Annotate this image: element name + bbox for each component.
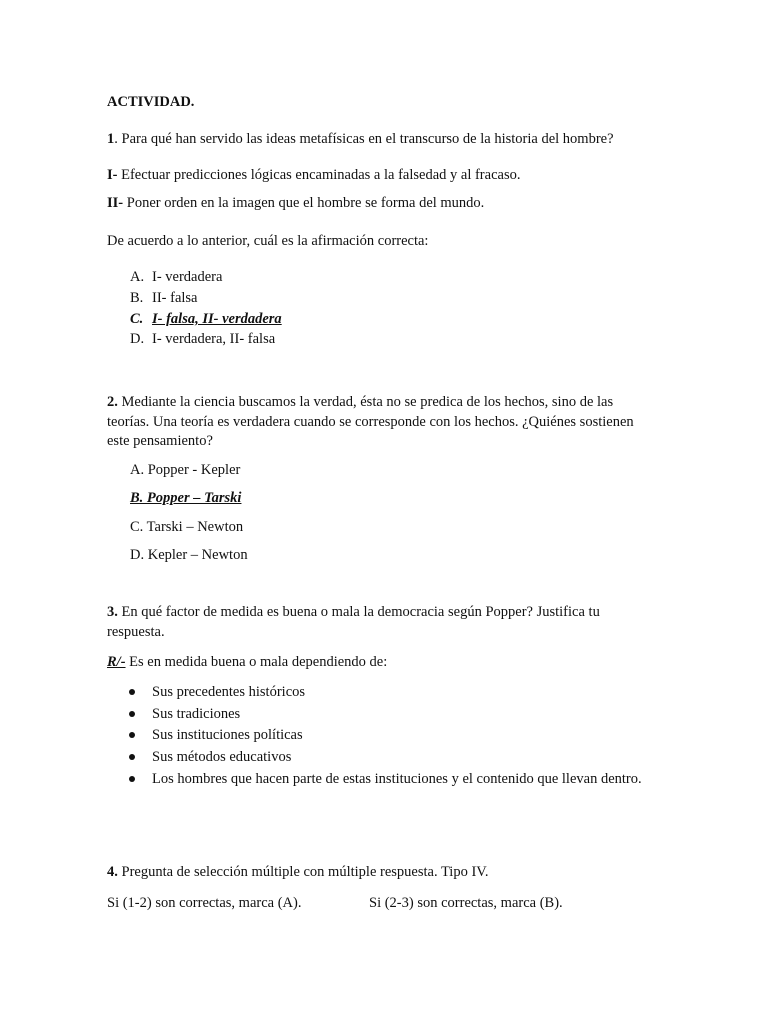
option-text: I- verdadera, II- falsa — [152, 331, 276, 347]
q2-option-c: C. Tarski – Newton — [130, 519, 244, 535]
answer-text: Es en medida buena o mala dependiendo de: — [125, 654, 388, 670]
bullet-icon — [129, 711, 135, 717]
q1-prompt: De acuerdo a lo anterior, cuál es la afirmación correcta: — [107, 233, 429, 249]
q1-statement-2 — [107, 194, 484, 212]
option-text: II- falsa — [152, 290, 198, 306]
q1-question-text: . Para qué han servido las ideas metafísicas en el transcurso de la historia del hombre? — [114, 131, 614, 147]
option-letter: D. — [130, 331, 145, 347]
q2-number: 2. — [107, 394, 118, 410]
option-letter: A. — [130, 269, 145, 285]
list-item: Sus métodos educativos — [152, 749, 292, 765]
q3-number: 3. — [107, 604, 118, 620]
option-text-correct: I- falsa, II- verdadera — [152, 311, 282, 327]
q2-question-line-3: este pensamiento? — [107, 433, 213, 449]
list-item: Los hombres que hacen parte de estas instituciones y el contenido que llevan dentro. — [152, 771, 642, 787]
q4-question — [107, 863, 489, 881]
option-text: I- verdadera — [152, 269, 223, 285]
q1-question — [107, 130, 614, 148]
bullet-icon — [129, 776, 135, 782]
q2-option-a: A. Popper - Kepler — [130, 462, 241, 478]
q2-question-text: Mediante la ciencia buscamos la verdad, ésta no se predica de los hechos, sino de las — [117, 394, 614, 410]
bullet-icon — [129, 754, 135, 760]
q2-question-line-1 — [107, 393, 613, 411]
list-item: Sus tradiciones — [152, 706, 241, 722]
answer-label: R/- — [107, 654, 126, 670]
q2-option-d: D. Kepler – Newton — [130, 547, 248, 563]
q2-question-line-2: teorías. Una teoría es verdadera cuando se corresponde con los hechos. ¿Quiénes sostienen — [107, 414, 634, 430]
bullet-icon — [129, 732, 135, 738]
q1-statement-label: II- — [107, 195, 124, 211]
q1-statement-text: Efectuar predicciones lógicas encaminadas a la falsedad y al fracaso. — [117, 167, 521, 183]
list-item: Sus precedentes históricos — [152, 684, 306, 700]
option-letter-correct: C. — [130, 311, 144, 327]
q4-rule-a: Si (1-2) son correctas, marca (A). — [107, 895, 302, 911]
q1-statement-text: Poner orden en la imagen que el hombre se forma del mundo. — [123, 195, 485, 211]
bullet-icon — [129, 689, 135, 695]
q4-rule-b: Si (2-3) son correctas, marca (B). — [369, 895, 563, 911]
q3-question-text: En qué factor de medida es buena o mala la democracia según Popper? Justifica tu — [117, 604, 600, 620]
q3-question-line-2: respuesta. — [107, 624, 165, 640]
q3-answer — [107, 653, 387, 671]
q1-number: 1 — [107, 131, 115, 147]
q2-option-b-correct: B. Popper – Tarski — [130, 490, 242, 506]
q3-question-line-1 — [107, 603, 600, 621]
option-letter: B. — [130, 290, 144, 306]
q4-number: 4. — [107, 864, 118, 880]
list-item: Sus instituciones políticas — [152, 727, 303, 743]
page-title: ACTIVIDAD. — [107, 94, 195, 110]
q1-statement-label: I- — [107, 167, 118, 183]
q1-statement-1 — [107, 166, 520, 184]
q4-question-text: Pregunta de selección múltiple con múltiple respuesta. Tipo IV. — [117, 864, 489, 880]
